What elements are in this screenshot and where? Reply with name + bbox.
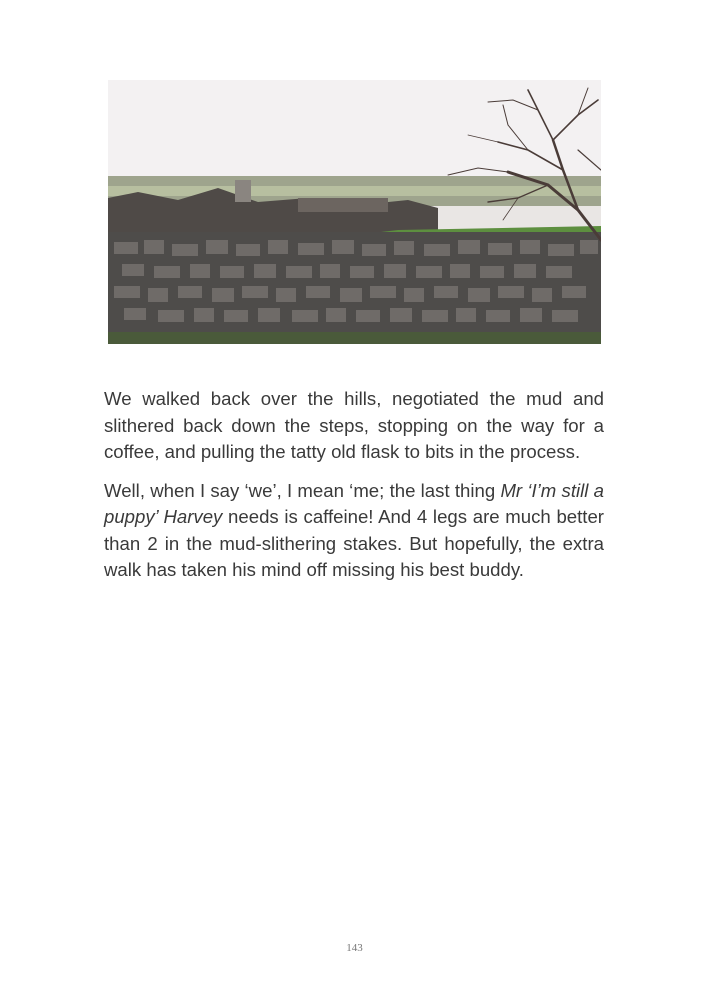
- paragraph-text: needs is caffeine! And 4 legs are much better than 2 in the mud-slithering stakes. But hopefully, the extra walk has taken his mind off missing his best buddy.: [104, 506, 605, 580]
- landscape-photo: [108, 80, 601, 344]
- paragraph-text: Well, when I say ‘we’, I mean ‘me; the last thing: [104, 479, 501, 501]
- page-number: 143: [346, 942, 363, 954]
- paragraph-text: We walked back over the hills, negotiated the mud and slithered back down the steps, stopping on the way for a coffee, and pulling the tatty old flask to bits in the process.: [104, 388, 604, 462]
- italic-phrase: Mr ‘I’m still a puppy’ Harvey: [104, 479, 604, 527]
- paragraph: [104, 386, 604, 466]
- paragraph: [104, 478, 604, 584]
- body-text: [104, 386, 604, 596]
